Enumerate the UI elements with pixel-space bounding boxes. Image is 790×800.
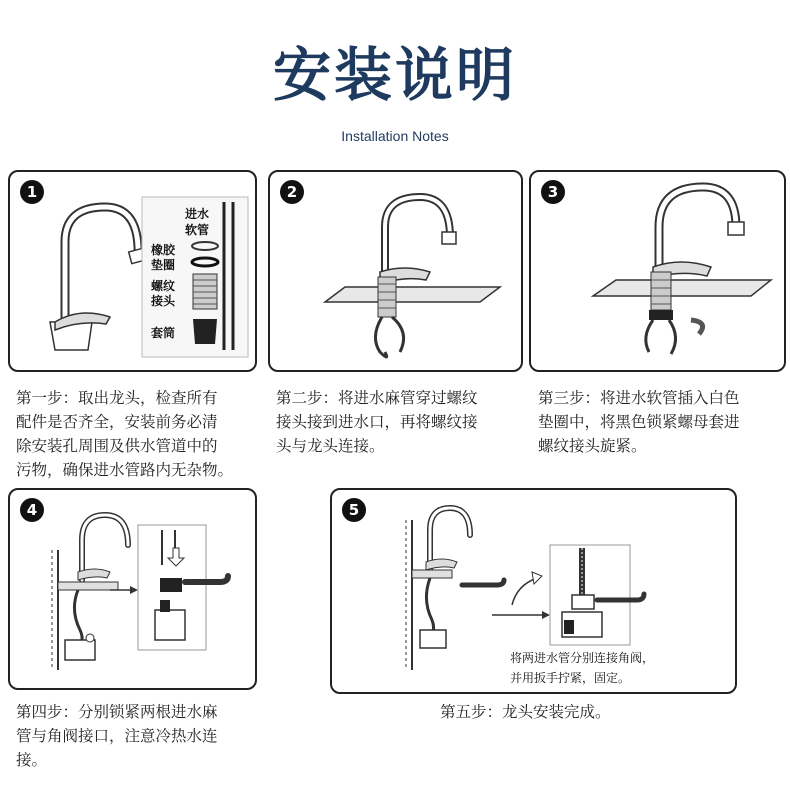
step-5-text: 第五步：龙头安装完成。: [440, 703, 611, 721]
step-1-badge: 1: [20, 180, 44, 204]
part-label-sleeve: 套筒: [151, 326, 176, 340]
step-1-text: 第一步：取出龙头，检查所有 配件是否齐全，安装前务必清 除安装孔周围及供水管道中的 污物，确保进水管路内无杂物。: [16, 389, 234, 479]
step-4-illustration: [10, 490, 255, 688]
step-3-badge: 3: [541, 180, 565, 204]
step-2-badge: 2: [280, 180, 304, 204]
step-3-illustration: [531, 172, 784, 370]
part-label-thread-2: 接头: [151, 294, 176, 308]
step-5-badge: 5: [342, 498, 366, 522]
step-1-panel: [8, 170, 257, 372]
step-2-illustration: [270, 172, 521, 370]
part-label-gasket-1: 橡胶: [151, 243, 176, 257]
part-label-inlet-2: 软管: [185, 223, 210, 237]
step-4-badge: 4: [20, 498, 44, 522]
part-label-gasket-2: 垫圈: [151, 258, 176, 272]
step-3-panel: [529, 170, 786, 372]
step-4-text: 第四步：分别锁紧两根进水麻 管与角阀接口，注意冷热水连 接。: [16, 703, 218, 769]
page-title: 安装说明: [272, 41, 517, 109]
step-2-text: 第二步：将进水麻管穿过螺纹 接头接到进水口，再将螺纹接 头与龙头连接。: [276, 389, 478, 455]
part-label-thread-1: 螺纹: [151, 279, 176, 293]
step-2-panel: [268, 170, 523, 372]
step-5-note: 将两进水管分别连接角阀， 并用扳手拧紧，固定。: [510, 651, 655, 685]
step-3-text: 第三步：将进水软管插入白色 垫圈中，将黑色锁紧螺母套进 螺纹接头旋紧。: [538, 389, 740, 455]
step-4-panel: [8, 488, 257, 690]
page-subtitle: Installation Notes: [341, 128, 449, 144]
step-1-illustration: [10, 172, 255, 370]
part-label-inlet-1: 进水: [185, 207, 210, 221]
step-5-panel: [330, 488, 737, 694]
